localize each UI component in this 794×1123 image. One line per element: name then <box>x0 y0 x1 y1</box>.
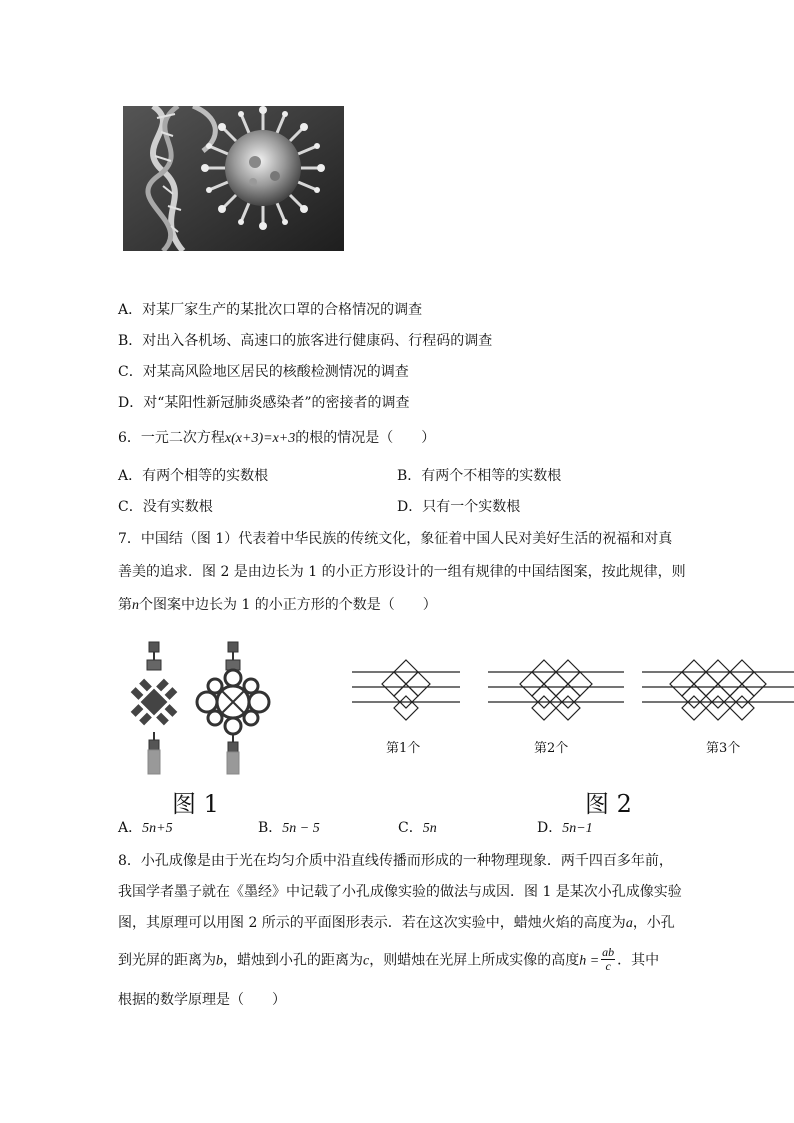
pattern-1-label: 第1个 <box>386 741 421 756</box>
q7-option-c-expr: 5n <box>422 821 437 836</box>
q8-line4-e: ，则蜡烛在光屏上所成实像的高度 <box>369 952 580 969</box>
q7-line3 <box>118 595 437 616</box>
q7-line1: 7．中国结（图 1）代表着中华民族的传统文化，象征着中国人民对美好生活的祝福和对真 <box>118 531 673 547</box>
q5-option-d: D．对“某阳性新冠肺炎感染者”的密接者的调查 <box>118 395 410 411</box>
q7-option-c <box>398 818 437 839</box>
chinese-knot-figure-1 <box>118 640 288 775</box>
q8-variable-a: a <box>625 916 633 931</box>
q6-stem <box>118 428 435 449</box>
q8-line3 <box>118 913 675 934</box>
pattern-2 <box>488 660 624 720</box>
q8-variable-c: c <box>363 953 370 969</box>
figure-2-label: 图 2 <box>585 790 632 818</box>
figure-1-label: 图 1 <box>172 790 219 818</box>
q7-option-a <box>118 818 173 839</box>
q8-h-lhs: h = <box>579 953 600 969</box>
q7-option-d <box>537 818 593 839</box>
q6-suffix: 的根的情况是（ ） <box>295 430 436 446</box>
knot-patterns-figure-2 <box>350 658 794 724</box>
q8-line1: 8．小孔成像是由于光在均匀介质中沿直线传播而形成的一种物理现象．两千四百多年前， <box>118 853 673 869</box>
q8-fraction <box>601 946 615 973</box>
q7-variable-n: n <box>132 598 139 613</box>
q8-fraction-denominator: c <box>605 959 611 973</box>
q6-equation: x(x+3)=x+3 <box>224 431 296 446</box>
q6-option-c: C．没有实数根 <box>118 499 213 515</box>
q7-option-b <box>258 818 320 839</box>
q5-option-a: A．对某厂家生产的某批次口罩的合格情况的调查 <box>118 302 423 318</box>
q7-line3-pre: 第 <box>118 597 132 613</box>
q7-option-b-expr: 5n − 5 <box>282 821 320 836</box>
q7-line2: 善美的追求．图 2 是由边长为 1 的小正方形设计的一组有规律的中国结图案，按此规律，则 <box>118 564 686 580</box>
q7-option-a-expr: 5n+5 <box>142 821 173 836</box>
q7-option-c-letter: C． <box>398 820 423 836</box>
q8-line4 <box>118 947 659 974</box>
q7-option-d-letter: D． <box>537 820 563 836</box>
knot-2 <box>197 642 269 774</box>
q6-option-b: B．有两个不相等的实数根 <box>397 468 562 484</box>
q8-line4-c: ，蜡烛到小孔的距离为 <box>223 952 363 969</box>
q7-option-a-letter: A． <box>118 820 143 836</box>
q6-prefix: 6．一元二次方程 <box>118 430 225 446</box>
q8-line4-a: 到光屏的距离为 <box>118 952 216 969</box>
q6-option-d: D．只有一个实数根 <box>397 499 521 515</box>
q6-option-a: A．有两个相等的实数根 <box>118 468 269 484</box>
q8-line5: 根据的数学原理是（ ） <box>118 992 286 1008</box>
q8-line2: 我国学者墨子就在《墨经》中记载了小孔成像实验的做法与成因．图 1 是某次小孔成像实验 <box>118 884 682 900</box>
pattern-3-label: 第3个 <box>706 741 741 756</box>
q7-option-d-expr: 5n−1 <box>562 821 593 836</box>
q8-line3-post: ，小孔 <box>632 915 675 931</box>
knot-1 <box>120 642 188 774</box>
q5-option-b: B．对出入各机场、高速口的旅客进行健康码、行程码的调查 <box>118 333 493 349</box>
q8-line4-f: ．其中 <box>617 952 660 969</box>
q8-fraction-numerator: ab <box>602 945 615 959</box>
q7-line3-post: 个图案中边长为 1 的小正方形的个数是（ ） <box>139 597 437 613</box>
pattern-2-label: 第2个 <box>534 741 569 756</box>
virus-dna-illustration <box>123 106 344 251</box>
pattern-3 <box>642 660 794 720</box>
q8-variable-b: b <box>216 953 223 969</box>
q5-option-c: C．对某高风险地区居民的核酸检测情况的调查 <box>118 364 409 380</box>
q8-line3-pre: 图，其原理可以用图 2 所示的平面图形表示．若在这次实验中，蜡烛火焰的高度为 <box>118 915 626 931</box>
q7-option-b-letter: B． <box>258 820 283 836</box>
virus-dna-photo <box>123 106 344 251</box>
pattern-1 <box>352 660 460 720</box>
